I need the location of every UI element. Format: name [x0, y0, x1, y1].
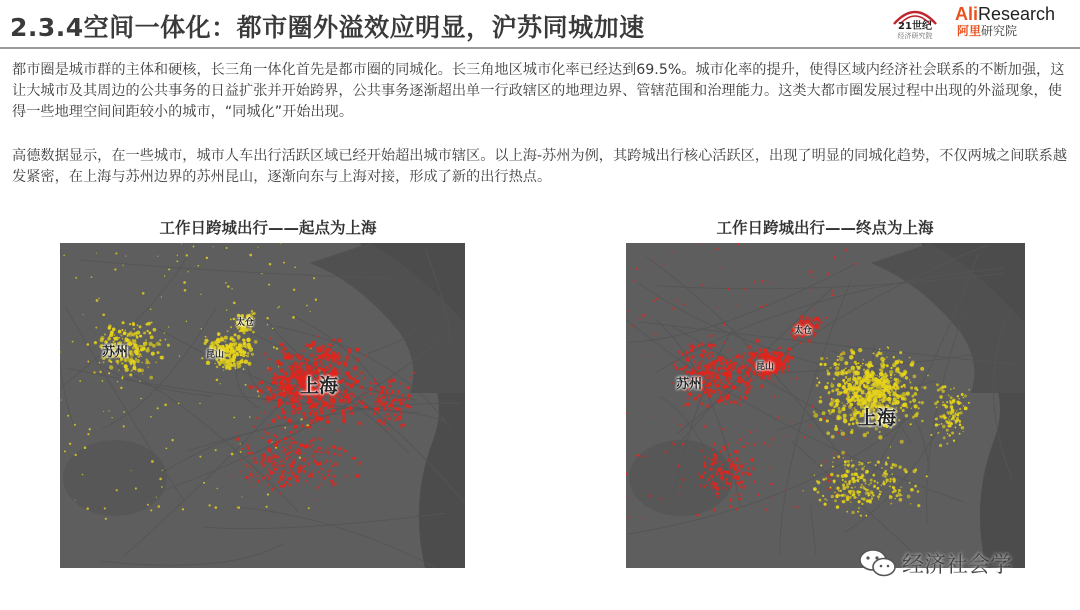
- label-taicang: 太仓: [236, 318, 255, 328]
- paragraph-urbanization: 都市圈是城市群的主体和硬核，长三角一体化首先是都市圈的同城化。长三角地区城市化率已经达到69.5%。城市化率的提升，使得区域内经济社会联系的不断加强，这让大城市及其周边的公共事务的日益扩张并开始跨界，公共事务逐渐超出单一行政辖区的地理边界、管辖范围和治理能力。这类大都市圈发展过程中出现的外溢现象，使得一些地理空间间距较小的城市，“同城化”开始出现。: [12, 62, 1065, 120]
- logo-research-text: Research: [978, 4, 1056, 24]
- map-destination-shanghai-canvas: [626, 243, 1025, 568]
- map-origin-shanghai-canvas: [60, 243, 465, 568]
- logo-ali-cn-text: 阿里: [957, 24, 982, 38]
- label-shanghai: 上海: [300, 375, 339, 397]
- logo-ali-text: Ali: [955, 4, 979, 24]
- page-title: 2.3.4空间一体化：都市圈外溢效应明显，沪苏同城加速: [10, 13, 645, 42]
- logo-institute-text: 研究院: [981, 24, 1018, 38]
- label-suzhou: 苏州: [676, 377, 703, 392]
- label-kunshan: 昆山: [756, 362, 775, 372]
- map-title-origin-shanghai: 工作日跨城出行——起点为上海: [159, 219, 377, 237]
- label-suzhou: 苏州: [102, 345, 129, 360]
- map-title-destination-shanghai: 工作日跨城出行——终点为上海: [716, 219, 934, 237]
- watermark-text: 经济社会学: [902, 553, 1013, 578]
- label-taicang: 太仓: [794, 326, 813, 336]
- map-destination-shanghai: [626, 243, 1025, 568]
- label-shanghai: 上海: [858, 407, 897, 429]
- label-kunshan: 昆山: [206, 350, 225, 360]
- wechat-icon: [858, 548, 898, 578]
- logo-21-line1: 21世纪: [898, 21, 932, 32]
- paragraph-amap-data: 高德数据显示，在一些城市，城市人车出行活跃区域已经开始超出城市辖区。以上海-苏州为例，其跨城出行核心活跃区，出现了明显的同城化趋势，不仅两城之间联系越发紧密，在上海与苏州边界的苏州昆山，逐渐向东与上海对接，形成了新的出行热点。: [12, 148, 1067, 185]
- logo-aliresearch: [955, 4, 1075, 44]
- logo-21-line2: 经济研究院: [897, 32, 933, 40]
- logo-21st-century: [884, 4, 946, 42]
- header-divider: [0, 47, 1080, 49]
- map-origin-shanghai: [60, 243, 465, 568]
- wechat-watermark: [858, 546, 1058, 580]
